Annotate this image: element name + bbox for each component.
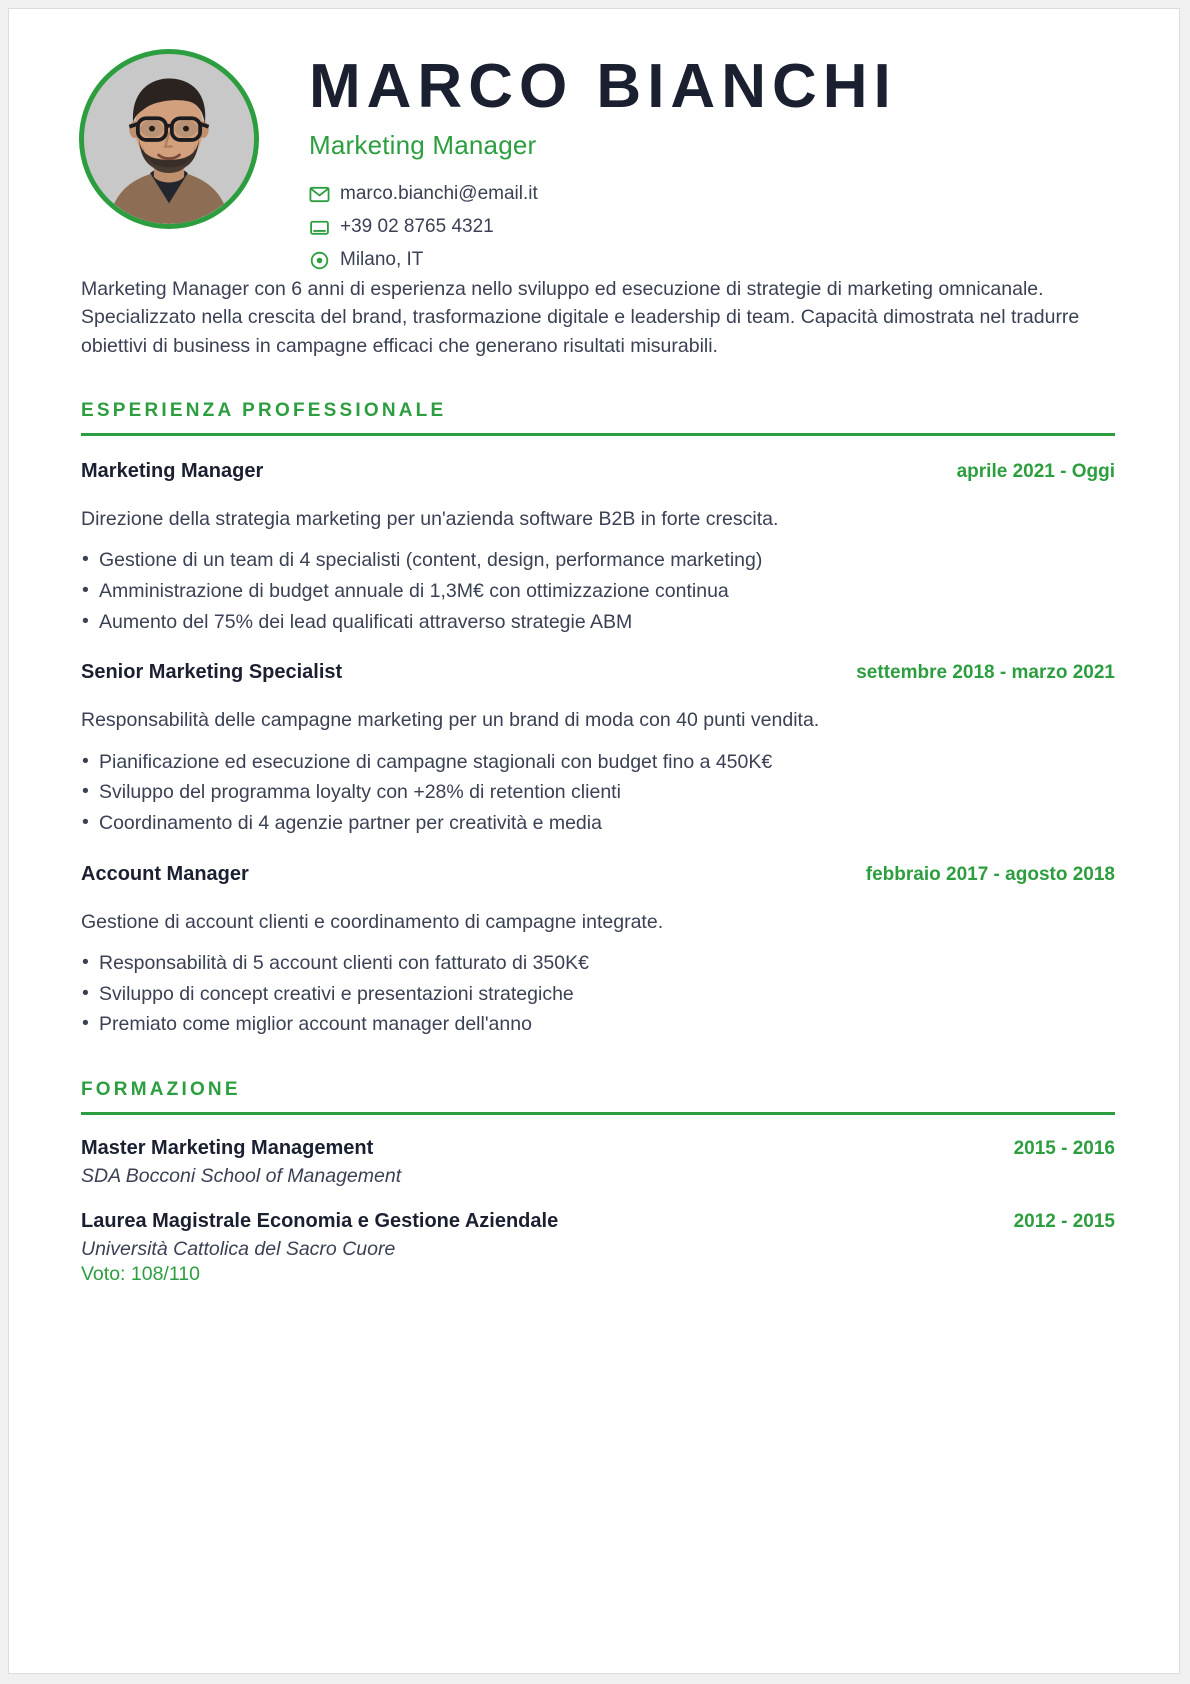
- envelope-icon: [309, 184, 330, 205]
- experience-role: Marketing Manager: [81, 460, 264, 483]
- cv-page: [8, 8, 1180, 1674]
- experience-description: Responsabilità delle campagne marketing per un brand di moda con 40 punti vendita.: [81, 709, 820, 732]
- education-dates: 2012 - 2015: [1013, 1211, 1115, 1233]
- cv-header: [71, 35, 1121, 282]
- experience-entry: [81, 460, 1115, 636]
- education-entry: [81, 1210, 1115, 1286]
- experience-bullets: [81, 749, 1115, 838]
- contact-phone-value: +39 02 8765 4321: [340, 216, 494, 238]
- section-experience: [71, 400, 1121, 1039]
- experience-description: Gestione di account clienti e coordinamento di campagne integrate.: [81, 910, 664, 933]
- contact-email[interactable]: [309, 183, 1121, 206]
- section-divider: [81, 433, 1115, 436]
- list-item: • Premiato come miglior account manager dell'anno: [81, 1011, 1115, 1039]
- contact-phone[interactable]: [309, 216, 1121, 239]
- contact-location-value: Milano, IT: [340, 248, 424, 270]
- list-item: • Gestione di un team di 4 specialisti (content, design, performance marketing): [81, 547, 1115, 575]
- education-school: SDA Bocconi School of Management: [81, 1165, 402, 1188]
- education-degree: Master Marketing Management: [81, 1137, 374, 1160]
- professional-summary: Marketing Manager con 6 anni di esperienza nello sviluppo ed esecuzione di strategie di marketing omnicanale. Specializzato nella crescita del brand, trasformazione digitale e leadership di team. Capacità dimostrata nel tradurre obiettivi di business in campagne efficaci che generano risultati misurabili.: [81, 277, 1080, 357]
- location-pin-icon: [309, 250, 330, 271]
- section-education: [71, 1079, 1121, 1286]
- list-item: • Sviluppo di concept creativi e presentazioni strategiche: [81, 981, 1115, 1009]
- profile-photo: [79, 49, 259, 229]
- education-degree: Laurea Magistrale Economia e Gestione Aziendale: [81, 1210, 559, 1233]
- education-school: Università Cattolica del Sacro Cuore: [81, 1238, 396, 1261]
- phone-icon: [309, 217, 330, 238]
- contact-list: [309, 183, 1121, 271]
- experience-entry: [81, 863, 1115, 1039]
- experience-role: Senior Marketing Specialist: [81, 661, 343, 684]
- experience-entry: [81, 661, 1115, 837]
- experience-dates: febbraio 2017 - agosto 2018: [865, 863, 1115, 885]
- experience-bullets: [81, 950, 1115, 1039]
- section-title-education: FORMAZIONE: [81, 1079, 241, 1101]
- experience-dates: settembre 2018 - marzo 2021: [856, 662, 1115, 684]
- experience-description: Direzione della strategia marketing per un'azienda software B2B in forte crescita.: [81, 508, 779, 531]
- list-item: • Pianificazione ed esecuzione di campagne stagionali con budget fino a 450K€: [81, 749, 1115, 777]
- list-item: • Aumento del 75% dei lead qualificati attraverso strategie ABM: [81, 609, 1115, 637]
- experience-dates: aprile 2021 - Oggi: [956, 461, 1115, 483]
- list-item: • Sviluppo del programma loyalty con +28% di retention clienti: [81, 779, 1115, 807]
- list-item: • Amministrazione di budget annuale di 1,3M€ con ottimizzazione continua: [81, 578, 1115, 606]
- job-title: Marketing Manager: [309, 130, 537, 161]
- list-item: • Coordinamento di 4 agenzie partner per creatività e media: [81, 810, 1115, 838]
- section-title-experience: ESPERIENZA PROFESSIONALE: [81, 400, 447, 422]
- avatar: [84, 54, 254, 224]
- list-item: • Responsabilità di 5 account clienti con fatturato di 350K€: [81, 950, 1115, 978]
- page-title: MARCO BIANCHI: [309, 52, 897, 121]
- experience-role: Account Manager: [81, 862, 249, 885]
- contact-location[interactable]: [309, 249, 1121, 272]
- experience-bullets: [81, 547, 1115, 636]
- education-entry: [81, 1137, 1115, 1188]
- education-grade: Voto: 108/110: [81, 1263, 200, 1286]
- contact-email-value: marco.bianchi@email.it: [340, 183, 538, 205]
- section-divider: [81, 1112, 1115, 1115]
- education-dates: 2015 - 2016: [1013, 1138, 1115, 1160]
